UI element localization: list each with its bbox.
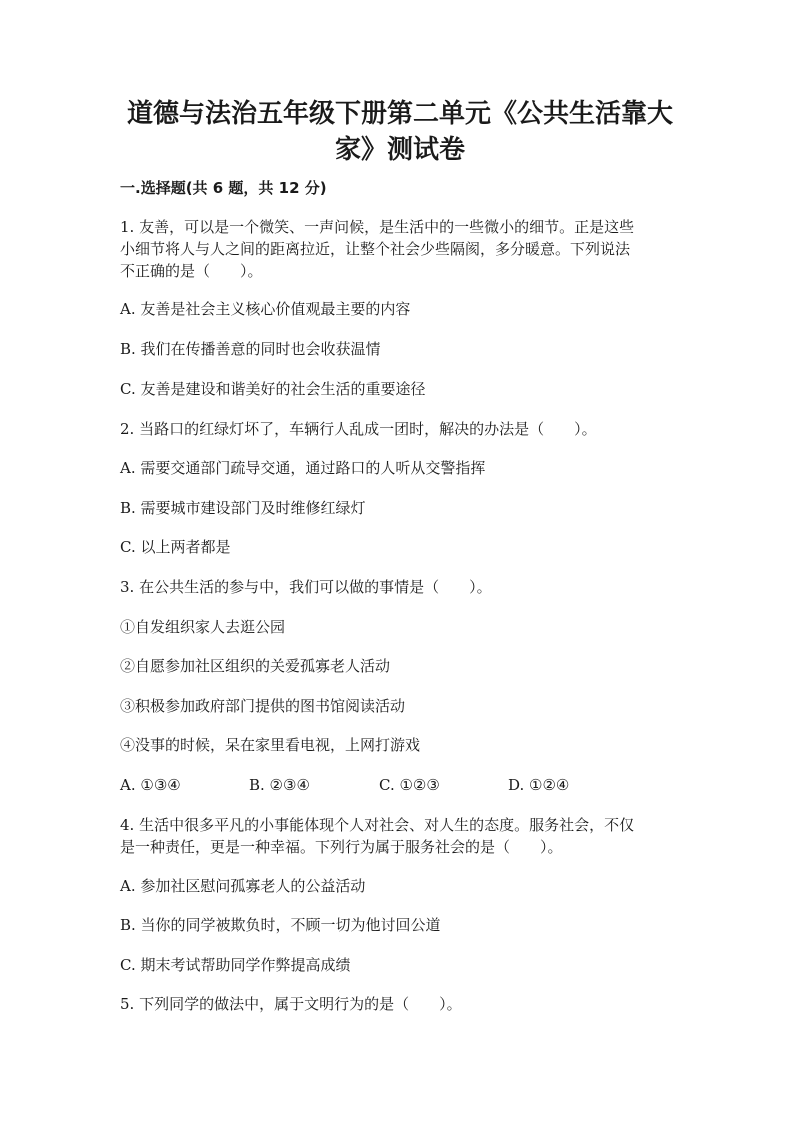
- question-3-statement-1: ①自发组织家人去逛公园: [120, 618, 286, 636]
- question-4-option-c: C. 期末考试帮助同学作弊提高成绩: [120, 956, 351, 974]
- question-2-option-c: C. 以上两者都是: [120, 538, 231, 556]
- question-1-stem-line: 小细节将人与人之间的距离拉近，让整个社会少些隔阂，多分暖意。下列说法: [120, 240, 631, 258]
- question-1-stem-line: 1. 友善，可以是一个微笑、一声问候，是生活中的一些微小的细节。正是这些: [120, 218, 635, 236]
- question-4-stem-line: 4. 生活中很多平凡的小事能体现个人对社会、对人生的态度。服务社会，不仅: [120, 816, 635, 834]
- question-3-statement-3: ③积极参加政府部门提供的图书馆阅读活动: [120, 697, 406, 715]
- section-heading: 一.选择题(共 6 题，共 12 分): [120, 179, 327, 197]
- question-3-options: [120, 775, 680, 795]
- question-2-option-a: A. 需要交通部门疏导交通，通过路口的人听从交警指挥: [120, 459, 486, 477]
- question-3-statement-4: ④没事的时候，呆在家里看电视，上网打游戏: [120, 736, 421, 754]
- question-3-option-d: D. ①②④: [508, 776, 570, 794]
- question-4-option-b: B. 当你的同学被欺负时，不顾一切为他讨回公道: [120, 916, 441, 934]
- question-1-option-b: B. 我们在传播善意的同时也会收获温情: [120, 340, 381, 358]
- question-3-statement-2: ②自愿参加社区组织的关爱孤寡老人活动: [120, 657, 391, 675]
- question-4-option-a: A. 参加社区慰问孤寡老人的公益活动: [120, 877, 366, 895]
- question-3-option-b: B. ②③④: [249, 776, 310, 794]
- question-1-stem-line: 不正确的是（ ）。: [120, 262, 263, 280]
- exam-title-line-1: 道德与法治五年级下册第二单元《公共生活靠大: [126, 99, 673, 129]
- question-2-stem: 2. 当路口的红绿灯坏了，车辆行人乱成一团时，解决的办法是（ ）。: [120, 420, 597, 438]
- question-5-stem: 5. 下列同学的做法中，属于文明行为的是（ ）。: [120, 995, 462, 1013]
- question-1-stem: [120, 216, 680, 282]
- question-1-option-a: A. 友善是社会主义核心价值观最主要的内容: [120, 300, 411, 318]
- question-2-option-b: B. 需要城市建设部门及时维修红绿灯: [120, 499, 366, 517]
- question-3-option-c: C. ①②③: [379, 776, 440, 794]
- question-4-stem-line: 是一种责任，更是一种幸福。下列行为属于服务社会的是（ ）。: [120, 838, 563, 856]
- exam-title-line-2: 家》测试卷: [334, 135, 465, 165]
- question-3-stem: 3. 在公共生活的参与中，我们可以做的事情是（ ）。: [120, 578, 492, 596]
- exam-title: [120, 96, 680, 168]
- question-4-stem: [120, 814, 680, 858]
- question-1-option-c: C. 友善是建设和谐美好的社会生活的重要途径: [120, 380, 426, 398]
- question-3-option-a: A. ①③④: [120, 776, 181, 794]
